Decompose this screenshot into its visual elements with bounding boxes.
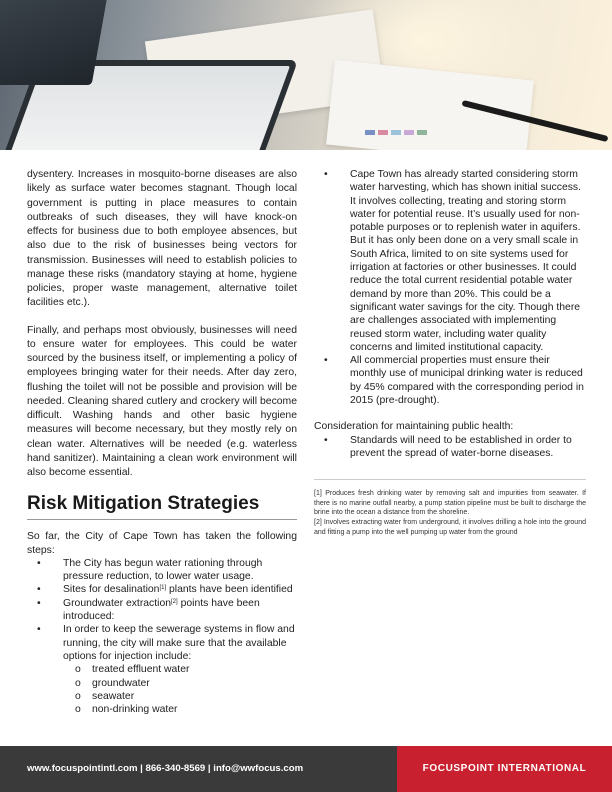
footer-brand: FOCUSPOINT INTERNATIONAL <box>397 746 612 792</box>
footnote-ref[interactable]: [2] <box>171 598 178 605</box>
steps-list <box>27 557 297 717</box>
footnote: [1] Produces fresh drinking water by removing salt and impurities from seawater. If there is no marine outfall nearby, a pump station pipeline must be built to discharge the brine into the ocean a distance from the shoreline. <box>314 490 586 517</box>
body-paragraph: Finally, and perhaps most obviously, businesses will need to ensure water for employees. This could be water sourced by the business itself, or implementing a policy of employees bringing water for their needs. After day zero, flushing the toilet will not be possible and provision will be needed. Cleaning shared cutlery and crockery will become difficult. Washing hands and other basic hygiene measures will become necessary, but they mostly rely on clean water. Alternatives will be needed (e.g. waterless hand sanitizer). Maintaining a clean work environment will also become essential. <box>27 324 297 478</box>
sub-list-item: o treated effluent water <box>75 664 190 676</box>
sub-list-item: o non-drinking water <box>75 704 178 716</box>
public-health-list <box>314 434 586 461</box>
sub-list-item: o seawater <box>75 690 135 702</box>
list-item: • Standards will need to be established in order to prevent the spread of water-borne diseases. <box>324 434 572 459</box>
list-item: • Cape Town has already started considering storm water harvesting, which has shown initial success. It involves collecting, treating and storing storm water for potential reuse. It’s usually used for non-potable purposes or to replenish water in aquifers. But it has only been done on a very small scale in South Africa, limited to on site systems used for irrigation at factories or other businesses. It could reduce the total current residential potable water demand by more than 20%. This could be a significant water savings for the city. Though there are challenges associated with implementing reused storm water, including water quality concerns and limited institutional capacity. <box>324 169 582 353</box>
section-title: Risk Mitigation Strategies <box>27 493 297 520</box>
consideration-heading: Consideration for maintaining public health: <box>314 421 514 433</box>
bullet-mark: • <box>37 584 41 596</box>
footer-contact[interactable]: www.focuspointintl.com | 866-340-8569 | info@wwfocus.com <box>27 763 304 774</box>
footnote: [2] Involves extracting water from underground, it involves drilling a hole into the ground and fitting a pump into the well pumping up water from the ground <box>314 519 586 536</box>
sub-list-item: o groundwater <box>75 677 150 689</box>
list-item: • All commercial properties must ensure their monthly use of municipal drinking water is reduced by 45% compared with the corresponding period in 2015 (pre-drought). <box>324 355 584 407</box>
footnote-ref[interactable]: [1] <box>159 585 167 592</box>
page-footer <box>0 746 612 792</box>
footnotes <box>314 479 586 537</box>
list-item: • Sites for desalination[1] plants have been identified <box>37 584 293 596</box>
section-intro: So far, the City of Cape Town has taken the following steps: <box>27 531 297 556</box>
header-photo <box>0 0 612 150</box>
body-paragraph: dysentery. Increases in mosquito-borne diseases are also likely as surface water becomes stagnant. Though local government is putting in place measures to contain outbreaks of such diseases, they will have knock-on effects for business due to both employee absences, but also due to the risk of businesses being vectors for transmission. Businesses will need to establish policies to manage these risks (mandatory staying at home, hygiene policies, proper waste management, alternative toilet facilities etc.). <box>27 169 297 309</box>
injection-options-list <box>63 663 297 716</box>
bullet-mark: • <box>37 624 41 636</box>
right-column <box>314 168 586 537</box>
list-item: • In order to keep the sewerage systems in flow and running, the city will make sure that the available options for injection include: o treated effluent water o groundwater o seawater o non-drinking water <box>27 623 297 716</box>
left-column <box>27 168 297 716</box>
bullet-mark: • <box>37 597 41 609</box>
measures-list <box>314 168 586 407</box>
list-item: • Groundwater extraction[2] points have been introduced: <box>37 597 260 623</box>
bullet-mark: • <box>37 557 41 569</box>
list-item: • The City has begun water rationing through pressure reduction, to lower water usage. <box>37 557 263 583</box>
